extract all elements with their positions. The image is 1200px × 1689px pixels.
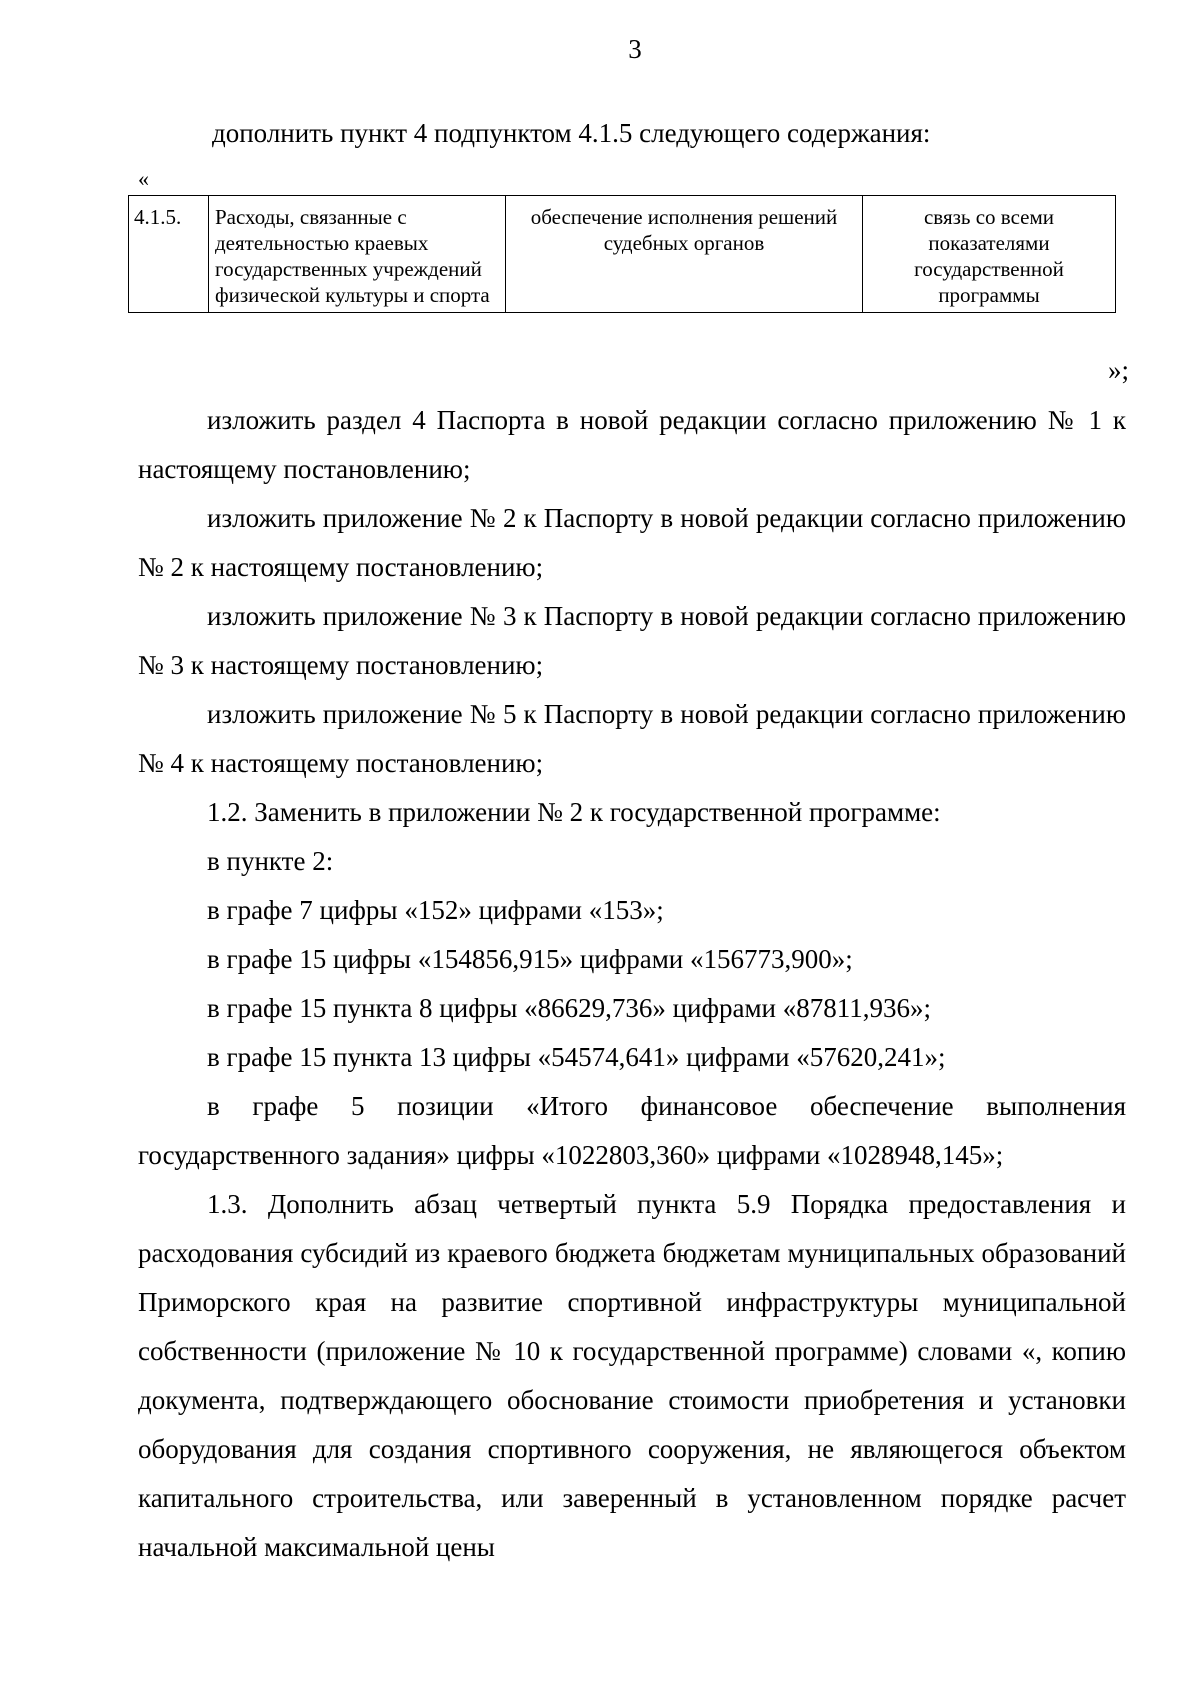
page-number: 3 [628,34,642,64]
paragraph: изложить приложение № 2 к Паспорту в новой редакции согласно приложению № 2 к настоящему постановлению; [138,503,1126,582]
opening-quote: « [138,166,149,191]
link-cell: связь со всеми показателями государственной программы [863,196,1116,313]
paragraph: 1.3. Дополнить абзац четвертый пункта 5.9 Порядка предоставления и расходования субсидий из краевого бюджета бюджетам муниципальных образований Приморского края на развитие спортивной инфраструктуры муниципальной собственности (приложение № 10 к государственной программе) словами «, копию документа, подтверждающего обоснование стоимости приобретения и установки оборудования для создания спортивного сооружения, не являющегося объектом капитального строительства, или заверенный в установленном порядке расчет начальной максимальной цены [138,1189,1126,1562]
expense-cell: Расходы, связанные с деятельностью краевых государственных учреждений физической культуры и спорта [209,196,506,313]
intro-line: дополнить пункт 4 подпунктом 4.1.5 следующего содержания: [212,118,931,148]
table-row [129,196,1116,313]
inserted-table [128,195,1116,313]
paragraph: в графе 15 пункта 13 цифры «54574,641» цифрами «57620,241»; [207,1042,946,1072]
paragraph: изложить приложение № 5 к Паспорту в новой редакции согласно приложению № 4 к настоящему постановлению; [138,699,1126,778]
paragraph: в пункте 2: [207,846,334,876]
paragraph: 1.2. Заменить в приложении № 2 к государственной программе: [207,797,941,827]
paragraph: в графе 5 позиции «Итого финансовое обеспечение выполнения государственного задания» цифры «1022803,360» цифрами «1028948,145»; [138,1091,1126,1170]
paragraph: в графе 15 цифры «154856,915» цифрами «156773,900»; [207,944,853,974]
closing-quote: »; [1108,355,1130,385]
row-number-cell: 4.1.5. [129,196,209,313]
paragraph: в графе 15 пункта 8 цифры «86629,736» цифрами «87811,936»; [207,993,932,1023]
paragraph: в графе 7 цифры «152» цифрами «153»; [207,895,664,925]
purpose-cell: обеспечение исполнения решений судебных органов [506,196,863,313]
paragraph: изложить приложение № 3 к Паспорту в новой редакции согласно приложению № 3 к настоящему постановлению; [138,601,1126,680]
body-text [138,396,1126,1572]
paragraph: изложить раздел 4 Паспорта в новой редакции согласно приложению № 1 к настоящему постановлению; [138,405,1126,484]
